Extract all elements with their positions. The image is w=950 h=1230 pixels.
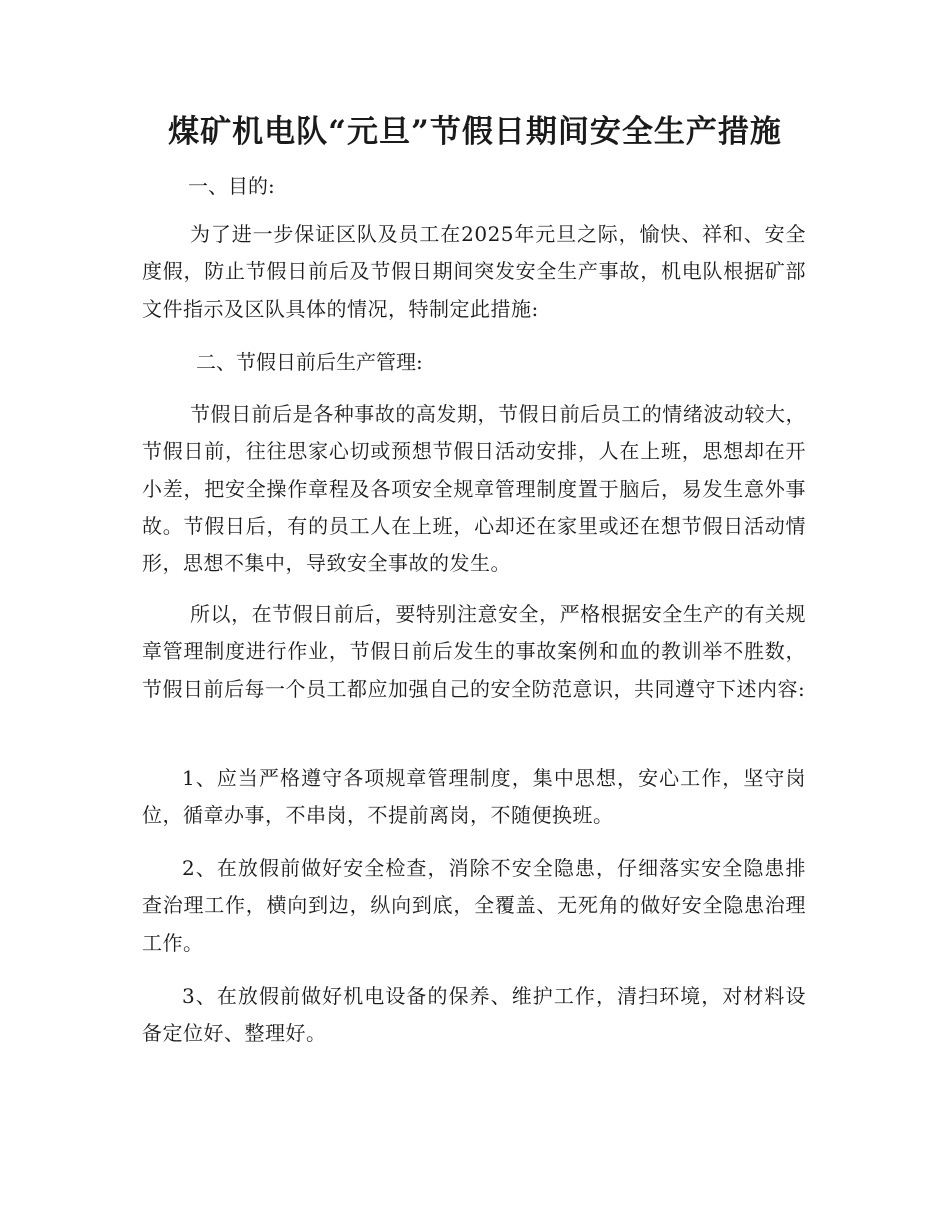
paragraph-purpose: 为了进一步保证区队及员工在2025年元旦之际，愉快、祥和、安全度假，防止节假日前后及节假日期间突发安全生产事故，机电队根据矿部文件指示及区队具体的情况，特制定此措施: bbox=[142, 222, 806, 321]
paragraph-holiday-safety: 所以，在节假日前后，要特别注意安全，严格根据安全生产的有关规章管理制度进行作业，节假日前后发生的事故案例和血的教训举不胜数，节假日前后每一个员工都应加强自己的安全防范意识，共同遵守下述内容: bbox=[142, 602, 806, 701]
list-item: 1、应当严格遵守各项规章管理制度，集中思想，安心工作，坚守岗位，循章办事，不串岗，不提前离岗，不随便换班。 bbox=[142, 766, 806, 828]
section-heading-management: 二、节假日前后生产管理: bbox=[196, 350, 423, 374]
list-item: 2、在放假前做好安全检查，消除不安全隐患，仔细落实安全隐患排查治理工作，横向到边，纵向到底，全覆盖、无死角的做好安全隐患治理工作。 bbox=[142, 856, 806, 955]
document-title: 煤矿机电队“元旦”节假日期间安全生产措施 bbox=[168, 114, 782, 150]
section-heading-purpose: 一、目的: bbox=[188, 174, 275, 198]
list-item: 3、在放假前做好机电设备的保养、维护工作，清扫环境，对材料设备定位好、整理好。 bbox=[142, 984, 806, 1046]
paragraph-holiday-risk: 节假日前后是各种事故的高发期，节假日前后员工的情绪波动较大，节假日前，往往思家心切或预想节假日活动安排，人在上班，思想却在开小差，把安全操作章程及各项安全规章管理制度置于脑后，易发生意外事故。节假日后，有的员工人在上班，心却还在家里或还在想节假日活动情形，思想不集中，导致安全事故的发生。 bbox=[142, 402, 806, 576]
